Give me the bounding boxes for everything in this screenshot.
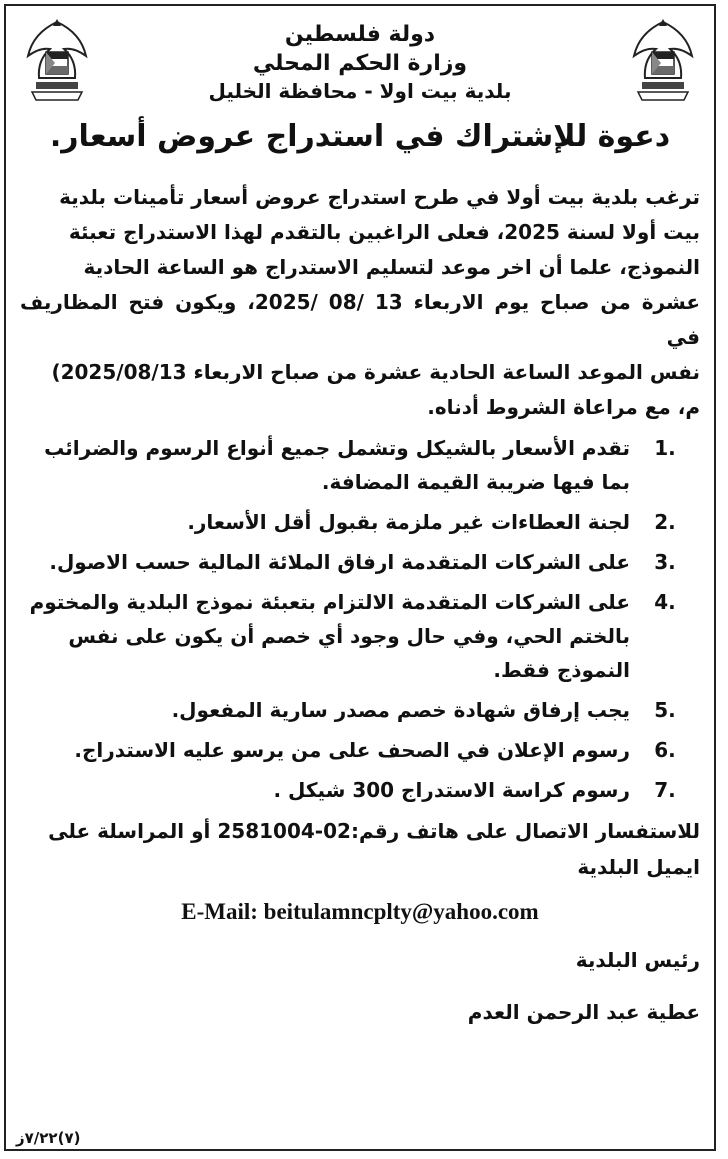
condition-item <box>20 693 700 727</box>
contact-info <box>20 813 700 885</box>
condition-text: لجنة العطاءات غير ملزمة بقبول أقل الأسعار. <box>187 510 630 535</box>
email-address[interactable]: E-Mail: beitulamncplty@yahoo.com <box>181 899 539 925</box>
publication-reference: (٧)٧/٢٢ز <box>16 1129 81 1147</box>
intro-line: عشرة من صباح يوم الاربعاء 13 /08 /2025، ويكون فتح المظاريف في <box>20 290 700 350</box>
condition-number: 4. <box>654 590 676 615</box>
condition-item <box>20 585 700 687</box>
municipality-name: بلدية بيت اولا - محافظة الخليل <box>208 79 512 104</box>
signatory-role: رئيس البلدية <box>575 948 700 973</box>
palestine-emblem-right <box>628 16 698 111</box>
condition-item <box>20 431 700 499</box>
intro-line: بيت أولا لسنة 2025، فعلى الراغبين بالتقدم لهذا الاستدراج تعبئة <box>68 220 700 245</box>
condition-text: رسوم كراسة الاستدراج 300 شيكل . <box>273 778 630 803</box>
announcement-title: دعوة للإشتراك في استدراج عروض أسعار. <box>49 119 671 155</box>
state-name: دولة فلسطين <box>284 22 436 47</box>
issuer-header <box>6 6 714 104</box>
condition-item <box>20 773 700 807</box>
contact-phone-line: للاستفسار الاتصال على هاتف رقم:02-2581004 أو المراسلة على <box>48 819 700 844</box>
condition-item <box>20 545 700 579</box>
announcement-page <box>4 4 716 1151</box>
contact-email-line: ايميل البلدية <box>577 855 700 880</box>
condition-text: يجب إرفاق شهادة خصم مصدر سارية المفعول. <box>171 698 630 723</box>
palestine-emblem-left <box>22 16 92 111</box>
condition-text: على الشركات المتقدمة الالتزام بتعبئة نموذج البلدية والمختوم بالختم الحي، وفي حال وجود أي خصم أن يكون على نفس النموذج فقط. <box>29 590 630 683</box>
condition-text: تقدم الأسعار بالشيكل وتشمل جميع أنواع الرسوم والضرائب بما فيها ضريبة القيمة المضافة. <box>44 436 630 495</box>
condition-item <box>20 733 700 767</box>
conditions-list <box>20 431 700 807</box>
condition-number: 6. <box>654 738 676 763</box>
signature-block <box>6 947 700 1025</box>
ministry-name: وزارة الحكم المحلي <box>252 51 468 77</box>
intro-line: نفس الموعد الساعة الحادية عشرة من صباح الاربعاء 2025/08/13) <box>51 360 700 385</box>
condition-number: 7. <box>654 778 676 803</box>
intro-line: م، مع مراعاة الشروط أدناه. <box>427 395 700 420</box>
signatory-name: عطية عبد الرحمن العدم <box>467 1000 700 1025</box>
condition-item <box>20 505 700 539</box>
intro-paragraph <box>20 180 700 425</box>
condition-number: 3. <box>654 550 676 575</box>
condition-text: رسوم الإعلان في الصحف على من يرسو عليه الاستدراج. <box>74 738 630 763</box>
condition-number: 1. <box>654 436 676 461</box>
condition-number: 2. <box>654 510 676 535</box>
intro-line: النموذج، علما أن اخر موعد لتسليم الاستدراج هو الساعة الحادية <box>83 255 700 280</box>
condition-number: 5. <box>654 698 676 723</box>
intro-line: ترغب بلدية بيت أولا في طرح استدراج عروض أسعار تأمينات بلدية <box>59 185 700 210</box>
condition-text: على الشركات المتقدمة ارفاق الملائة المالية حسب الاصول. <box>49 550 630 575</box>
